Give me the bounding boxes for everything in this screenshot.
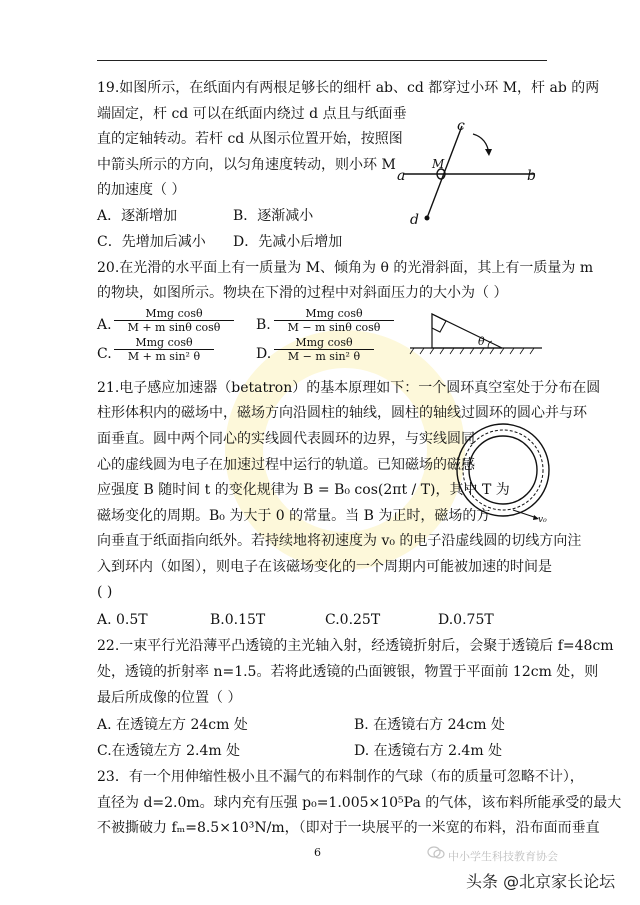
- q19-line-5: 的加速度（ ）: [97, 182, 186, 198]
- q22-option-d: D. 在透镜右方 2.4m 处: [354, 743, 503, 759]
- q20-option-d-label: D.: [256, 346, 272, 362]
- label-a: a: [397, 168, 406, 184]
- inner-ring: [469, 436, 537, 504]
- q20-a-denominator: M + m sinθ cosθ: [127, 321, 221, 334]
- header-rule: [97, 60, 547, 61]
- q21-line-4: 心的虚线圆为电子在加速过程中运行的轨道。已知磁场的磁感: [97, 457, 475, 473]
- q20-option-b-label: B.: [256, 317, 271, 333]
- q20-d-denominator: M − m sin² θ: [287, 350, 361, 363]
- arrow-head: [485, 149, 492, 156]
- q22-option-c: C.在透镜左方 2.4m 处: [97, 743, 241, 759]
- q21-line-3: 面垂直。圆中两个同心的实线圆代表圆环的边界，与实线圆同: [97, 431, 475, 447]
- q23-line-1: 23．有一个用伸缩性极小且不漏气的布料制作的气球（布的质量可忽略不计），: [97, 769, 584, 785]
- q19-line-1: 19.如图所示，在纸面内有两根足够长的细杆 ab、cd 都穿过小环 M，杆 ab 的两: [97, 80, 600, 96]
- label-theta: θ: [478, 335, 485, 348]
- page-number: 6: [314, 846, 321, 859]
- label-m: M: [432, 157, 445, 171]
- q20-b-denominator: M − m sinθ cosθ: [287, 321, 381, 334]
- q20-line-1: 20.在光滑的水平面上有一质量为 M、倾角为 θ 的光滑斜面，其上有一质量为 m: [97, 260, 594, 276]
- q21-line-2: 柱形体积内的磁场中，磁场方向沿圆柱的轴线，圆柱的轴线过圆环的圆心并与环: [97, 405, 587, 421]
- q21-line-8: 入到环内（如图），则电子在该磁场变化的一个周期内可能被加速的时间是: [97, 559, 552, 575]
- q19-option-d: D．先减小后增加: [233, 234, 343, 250]
- label-v0: v₀: [538, 515, 547, 525]
- q19-line-3: 直的定轴转动。若杆 cd 从图示位置开始，按照图: [97, 131, 403, 147]
- q20-option-c-fraction: [114, 336, 214, 363]
- q20-option-c-label: C.: [97, 346, 112, 362]
- q22-option-a: A. 在透镜左方 24cm 处: [97, 717, 248, 733]
- q23-line-2: 直径为 d=2.0m。球内充有压强 p₀=1.005×10⁵Pa 的气体，该布料所能承受的最大: [97, 795, 622, 811]
- block: [432, 314, 446, 332]
- q20-c-numerator: Mmg cosθ: [114, 336, 214, 350]
- q21-line-9: ( ): [97, 584, 113, 600]
- q21-option-a: A. 0.5T: [97, 612, 148, 628]
- q21-line-1: 21.电子感应加速器（betatron）的基本原理如下：一个圆环真空室处于分布在圆: [97, 380, 601, 396]
- q21-line-5: 应强度 B 随时间 t 的变化规律为 B = B₀ cos(2πt / T)，其中 T 为: [97, 482, 510, 498]
- q19-option-a: A．逐渐增加: [97, 208, 178, 224]
- orbit-dashed: [463, 430, 543, 510]
- label-b: b: [527, 168, 536, 184]
- q20-option-b-fraction: [274, 307, 394, 334]
- label-c: c: [457, 118, 465, 134]
- q21-line-7: 向垂直于纸面指向纸外。若持续地将初速度为 v₀ 的电子沿虚线圆的切线方向注: [97, 533, 582, 549]
- toutiao-brand: 头条 @北京家长论坛: [466, 872, 616, 891]
- q20-d-numerator: Mmg cosθ: [274, 336, 374, 350]
- watermark-association-text: 中小学生科技教育协会: [448, 850, 558, 863]
- point-d: [425, 216, 430, 221]
- q19-option-b: B．逐渐减小: [233, 208, 314, 224]
- q20-option-a-label: A.: [97, 317, 112, 333]
- q20-option-d-fraction: [274, 336, 374, 363]
- q20-option-a-fraction: [114, 307, 234, 334]
- q19-line-4: 中箭头所示的方向，以匀角速度转动，则小环 M: [97, 157, 396, 173]
- q19-line-2: 端固定，杆 cd 可以在纸面内绕过 d 点且与纸面垂: [97, 106, 407, 122]
- q22-line-1: 22.一束平行光沿薄平凸透镜的主光轴入射，经透镜折射后，会聚于透镜后 f=48cm: [97, 638, 614, 654]
- q21-ring-figure: [455, 422, 555, 522]
- q20-line-2: 的物块，如图所示。物块在下滑的过程中对斜面压力的大小为（ ）: [97, 285, 508, 301]
- q20-c-denominator: M + m sin² θ: [127, 350, 201, 363]
- q21-option-d: D.0.75T: [438, 612, 494, 628]
- outer-ring: [457, 424, 549, 516]
- q22-option-b: B. 在透镜右方 24cm 处: [354, 717, 506, 733]
- q19-option-c: C．先增加后减小: [97, 234, 206, 250]
- q22-line-2: 处，透镜的折射率 n=1.5。若将此透镜的凸面镀银，物置于平面前 12cm 处，则: [97, 664, 599, 680]
- q21-option-b: B.0.15T: [210, 612, 266, 628]
- q22-line-3: 最后所成像的位置（ ）: [97, 690, 242, 706]
- q20-a-numerator: Mmg cosθ: [114, 307, 234, 321]
- q21-option-c: C.0.25T: [325, 612, 381, 628]
- q21-line-6: 磁场变化的周期。B₀ 为大于 0 的常量。当 B 为正时，磁场的方: [97, 508, 491, 524]
- q20-b-numerator: Mmg cosθ: [274, 307, 394, 321]
- q23-line-3: 不被撕破力 fₘ=8.5×10³N/m，（即对于一块展平的一米宽的布料，沿布面而垂直: [97, 820, 600, 836]
- wechat-icon: [428, 846, 444, 860]
- label-d: d: [410, 212, 419, 228]
